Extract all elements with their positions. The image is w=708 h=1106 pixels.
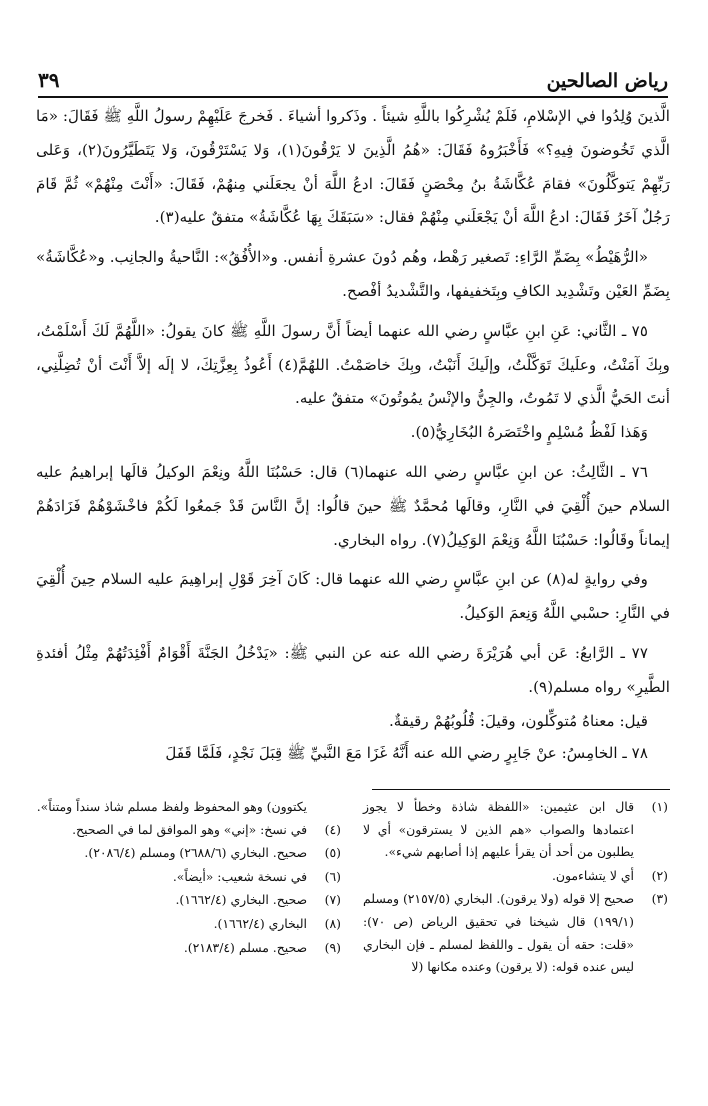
paragraph-vocabulary: «الرُّهَيْطُ» بِضَمِّ الرَّاءِ: تَصغير رَهْط، وهُم دُونَ عشرةِ أنفس. و«الأُفُقُ»: النَّاحيةُ والجانِب. و«عُكَّاشَةُ» بِضَمِّ العَيْن وتَشْدِيد الكافِ وبِتَخفيفها، والتَّشْديدُ أفْصح. xyxy=(36,248,670,300)
footnote-divider xyxy=(372,789,670,790)
footnote-text: صحيح. مسلم (٢١٨٣/٤). xyxy=(183,939,307,955)
footnote-1 xyxy=(363,796,668,864)
footnote-2 xyxy=(363,865,668,888)
footnote-number: (٥) xyxy=(324,845,341,861)
paragraph-narration: وفي روايةٍ له(٨) عن ابنِ عبَّاسٍ رضي الله عنهما قال: كَانَ آخِرَ قَوْلِ إبراهِيمَ عليه السلام حِينَ أُلْقِيَ في النَّارِ: حسْبي اللَّهُ وَنِعمَ الوَكيلُ. xyxy=(36,570,670,623)
footnote-number: (٢) xyxy=(651,867,668,883)
footnote-7 xyxy=(36,889,341,912)
footnote-text: قال ابن عثيمين: «اللفظة شاذة وخطأ لا يجوز اعتمادها والصواب «هم الذين لا يسترقون» أي لا يطلبون من أحد أن يقرأ عليهم إذا أصابهم شيء». xyxy=(363,799,634,860)
footnote-9 xyxy=(36,937,341,960)
paragraph-hadith-76: ٧٦ ـ الثَّالِثُ: عن ابنِ عبَّاسٍ رضي الله عنهما(٦) قال: حَسْبُنَا اللَّهُ ونِعْمَ الوكيلُ قالَها إبراهيمُ عليه السلام حينَ أُلْقِيَ في النَّارِ، وقالَها مُحمَّدٌ ﷺ حينَ قالُوا: إنَّ النَّاسَ قَدْ جَمعُوا لَكُمْ فاخْشَوْهُمْ فَزَادَهُمْ إيماناً وقَالُوا: حَسْبُنَا اللَّهُ وَنِعْمَ الوَكِيلُ(٧). رواه البخاري. xyxy=(36,462,670,549)
footnote-text: صحيح. البخاري (٢٦٨٨/٦) ومسلم (٢٠٨٦/٤). xyxy=(84,845,307,861)
footnotes-left-column xyxy=(36,796,341,980)
footnote-8 xyxy=(36,913,341,936)
footnote-number: (١) xyxy=(651,799,668,814)
footnote-text: صحيح. البخاري (١٦٦٢/٤). xyxy=(175,892,307,908)
book-title: رياض الصالحين xyxy=(546,70,668,92)
footnotes xyxy=(36,796,668,980)
footnote-number: (٨) xyxy=(324,915,341,931)
footnote-3-continued: يكتوون) وهو المحفوظ ولفظ مسلم شاذ سنداً ومتناً». xyxy=(36,799,307,814)
footnote-text: في نسخ: «إني» وهو الموافق لما في الصحيح. xyxy=(72,821,307,837)
footnote-4 xyxy=(36,819,341,842)
footnotes-right-column xyxy=(363,796,668,980)
footnote-number: (٩) xyxy=(324,939,341,955)
footnote-text: البخاري (١٦٦٢/٤). xyxy=(213,915,307,931)
paragraph-hadith-77: ٧٧ ـ الرَّابعُ: عَن أبي هُرَيْرَةَ رضي الله عنه عن النبي ﷺ: «يَدْخُلُ الجَنَّةَ أَقْوَامٌ أَفْئِدَتُهُمْ مِثْلُ أفئدةِ الطَّيرِ» رواه مسلم(٩). xyxy=(36,643,670,696)
footnote-number: (٧) xyxy=(324,892,341,908)
main-text xyxy=(36,100,670,769)
paragraph-note: وَهَذا لَفْظُ مُسْلِمٍ واخْتَصَرهُ البُخَارِيُّ(٥). xyxy=(410,423,648,442)
footnote-text: أي لا يتشاءمون. xyxy=(551,867,634,883)
footnote-number: (٣) xyxy=(651,891,668,907)
footnote-5 xyxy=(36,842,341,865)
footnote-number: (٦) xyxy=(324,868,341,884)
footnote-text: صحيح إلا قوله (ولا يرقون). البخاري (٢١٥٧/٥) ومسلم (١٩٩/١) قال شيخنا في تحقيق الرياض (ص ٧٠): «قلت: حقه أن يقول ـ واللفظ لمسلم ـ فإن البخاري ليس عنده قوله: (لا يرقون) وعنده مكانها (لا xyxy=(362,891,634,975)
page-number: ٣٩ xyxy=(38,68,60,92)
footnote-number: (٤) xyxy=(324,821,341,837)
paragraph-hadith-75: ٧٥ ـ الثَّاني: عَنِ ابنِ عبَّاسٍ رضي الله عنهما أيضاً أَنَّ رسولَ اللَّهِ ﷺ كانَ يقولُ: «اللَّهُمَّ لَكَ أَسْلَمْتُ، وبِكَ آمَنْتُ، وعلَيكَ تَوَكَّلْتُ، وإلَيكَ أَنَبْتُ، وبِكَ خاصَمْتُ. اللهُمَّ(٤) أَعُوذُ بِعِزَّتِكَ، لا إلَه إلاَّ أَنْتَ أنْ تُضِلَّنِي، أنتَ الحَيُّ الَّذي لا تَمُوتُ، والجِنُّ والإنْسُ يمُوتُونَ» متفقٌ عليه. xyxy=(36,321,670,408)
paragraph-hadith-74-end: الَّذينَ وُلِدُوا في الإسْلامِ، فَلَمْ يُشْرِكُوا باللَّهِ شيئاً . وذَكروا أشياءَ . فَخرجَ عَلَيْهِمْ رسولُ اللَّهِ ﷺ فَقَالَ: «مَا الَّذي تَخُوضونَ فِيهِ؟» فَأَخْبَرُوهُ فَقَالَ: «هُمُ الَّذِينَ لا يَرْقُونَ(١)، وَلا يَسْتَرْقُونَ، وَلا يَتَطَيَّرُونَ(٢)، وَعَلى رَبِّهِمْ يَتوكَّلُونَ» فقامَ عُكَّاشَةُ بنُ مِحْصَنٍ فَقَالَ: ادعُ اللَّهَ أنْ يجعَلَني مِنهُمْ، فَقَالَ: «أَنْتَ مِنْهُمْ» ثُمَّ قَامَ رَجُلٌ آخَرُ فَقَالَ: ادعُ اللَّهَ أنْ يَجْعَلَني مِنْهُمْ فقال: «سَبَقَكَ بِهَا عُكَّاشَةُ» متفقٌ عليه(٣). xyxy=(36,107,670,227)
page-header xyxy=(38,56,668,98)
footnote-text: في نسخة شعيب: «أيضاً». xyxy=(172,868,307,884)
footnote-6 xyxy=(36,866,341,889)
footnote-3 xyxy=(363,888,668,978)
paragraph-hadith-78: ٧٨ ـ الخامِسُ: عنْ جَابِرٍ رضي الله عنه أَنَّهُ غَزَا مَعَ النَّبيِّ ﷺ قِبَلَ نَجْدٍ، فَلَمَّا قَفَلَ xyxy=(165,744,648,763)
paragraph-explanation: قيل: معناهُ مُتوكِّلون، وقيلَ: قُلُوبُهُمْ رقيقةٌ. xyxy=(388,711,648,730)
